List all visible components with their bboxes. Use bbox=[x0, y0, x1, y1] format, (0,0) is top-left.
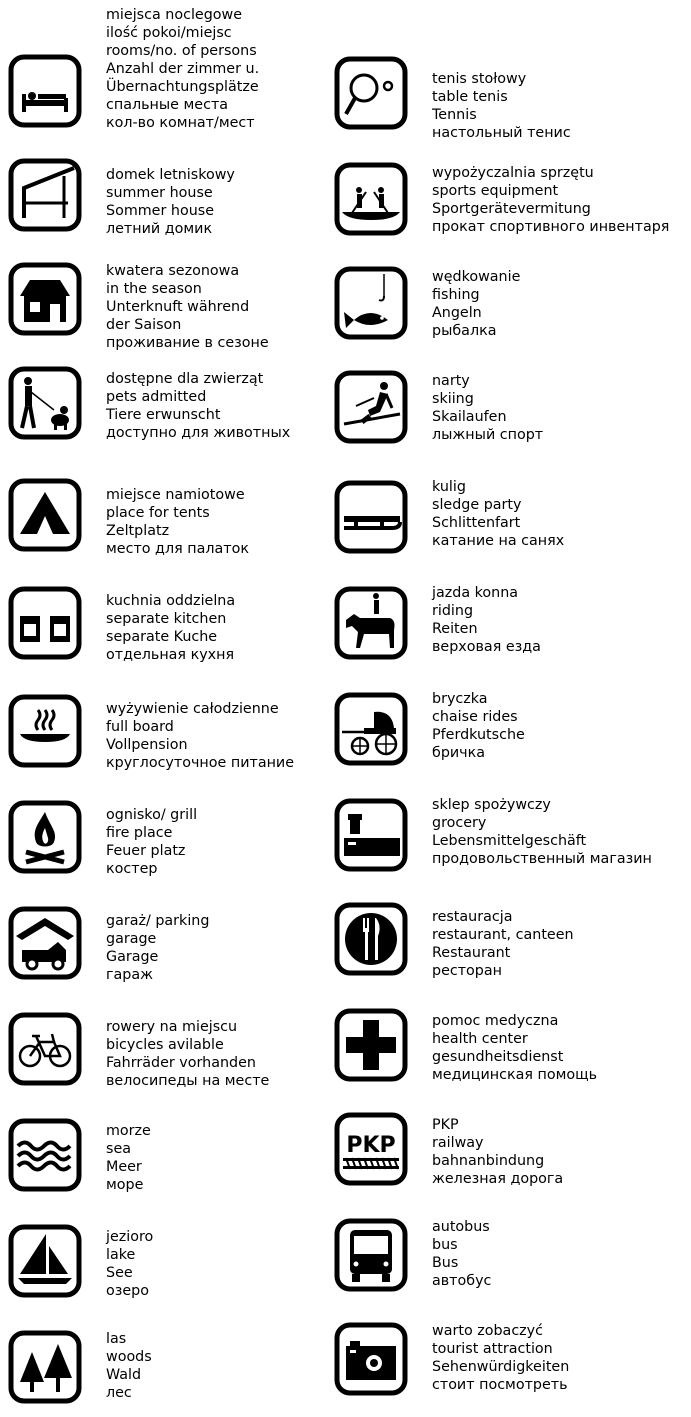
label-line: Unterknuft während bbox=[106, 299, 250, 315]
label-line: место для палаток bbox=[106, 541, 249, 557]
label-line: garaż/ parking bbox=[106, 913, 210, 929]
tent-icon bbox=[8, 478, 82, 552]
house-icon bbox=[8, 262, 82, 336]
label-line: Angeln bbox=[432, 305, 482, 321]
sledge-icon bbox=[334, 480, 408, 554]
grocery-counter-icon bbox=[334, 798, 408, 872]
label-line: бричка bbox=[432, 745, 486, 761]
table-tennis-paddle-icon bbox=[334, 56, 408, 130]
label-line: Wald bbox=[106, 1367, 142, 1383]
label-line: ilość pokoi/miejsc bbox=[106, 25, 232, 41]
label-line: pets admitted bbox=[106, 389, 207, 405]
label-line: health center bbox=[432, 1031, 528, 1047]
label-line: железная дорога bbox=[432, 1171, 564, 1187]
label-line: bicycles avilable bbox=[106, 1037, 224, 1053]
label-line: Lebensmittelgeschäft bbox=[432, 833, 587, 849]
label-line: прокат спортивного инвентаря bbox=[432, 219, 670, 235]
label-line: chaise rides bbox=[432, 709, 518, 725]
label-line: верховая езда bbox=[432, 639, 541, 655]
label-line: place for tents bbox=[106, 505, 210, 521]
label-line: kulig bbox=[432, 479, 466, 495]
label-line: bus bbox=[432, 1237, 458, 1253]
bus-icon bbox=[334, 1218, 408, 1292]
label-line: gesundheitsdienst bbox=[432, 1049, 564, 1065]
label-line: Reiten bbox=[432, 621, 478, 637]
label-line: jazda konna bbox=[432, 585, 519, 601]
label-line: pomoc medyczna bbox=[432, 1013, 559, 1029]
label-line: der Saison bbox=[106, 317, 182, 333]
label-line: morze bbox=[106, 1123, 151, 1139]
label-line: доступно для животных bbox=[106, 425, 291, 441]
trees-icon bbox=[8, 1330, 82, 1404]
fish-icon bbox=[334, 266, 408, 340]
label-line: настольный тенис bbox=[432, 125, 571, 141]
label-line: лес bbox=[106, 1385, 132, 1401]
carriage-icon bbox=[334, 692, 408, 766]
label-line: tourist attraction bbox=[432, 1341, 553, 1357]
label-line: продовольственный магазин bbox=[432, 851, 652, 867]
train-pkp-icon bbox=[334, 1112, 408, 1186]
label-line: лыжный спорт bbox=[432, 427, 544, 443]
label-line: bryczka bbox=[432, 691, 488, 707]
label-line: separate Kuche bbox=[106, 629, 218, 645]
label-line: woods bbox=[106, 1349, 152, 1365]
label-line: narty bbox=[432, 373, 470, 389]
label-line: sklep spożywczy bbox=[432, 797, 551, 813]
label-line: Garage bbox=[106, 949, 159, 965]
label-line: dostępne dla zwierząt bbox=[106, 371, 264, 387]
label-line: озеро bbox=[106, 1283, 149, 1299]
label-line: летний домик bbox=[106, 221, 213, 237]
label-line: table tenis bbox=[432, 89, 508, 105]
label-line: медицинская помощь bbox=[432, 1067, 598, 1083]
label-line: riding bbox=[432, 603, 474, 619]
label-line: wypożyczalnia sprzętu bbox=[432, 165, 594, 181]
label-line: separate kitchen bbox=[106, 611, 227, 627]
label-line: Vollpension bbox=[106, 737, 188, 753]
label-line: отдельная кухня bbox=[106, 647, 235, 663]
garage-icon bbox=[8, 906, 82, 980]
stoves-icon bbox=[8, 586, 82, 660]
label-line: tenis stołowy bbox=[432, 71, 527, 87]
label-line: sledge party bbox=[432, 497, 522, 513]
label-line: restaurant, canteen bbox=[432, 927, 574, 943]
label-line: wędkowanie bbox=[432, 269, 521, 285]
label-line: Sehenwürdigkeiten bbox=[432, 1359, 570, 1375]
bicycle-icon bbox=[8, 1012, 82, 1086]
label-line: ресторан bbox=[432, 963, 502, 979]
summer-house-icon bbox=[8, 158, 82, 232]
label-line: Skailaufen bbox=[432, 409, 507, 425]
label-line: domek letniskowy bbox=[106, 167, 235, 183]
label-line: стоит посмотреть bbox=[432, 1377, 568, 1393]
label-line: Zeltplatz bbox=[106, 523, 170, 539]
label-line: grocery bbox=[432, 815, 487, 831]
label-line: Schlittenfart bbox=[432, 515, 521, 531]
label-line: railway bbox=[432, 1135, 484, 1151]
fork-knife-icon bbox=[334, 902, 408, 976]
label-line: катание на санях bbox=[432, 533, 565, 549]
skier-icon bbox=[334, 370, 408, 444]
label-line: Sommer house bbox=[106, 203, 215, 219]
label-line: wyżywienie całodzienne bbox=[106, 701, 279, 717]
medical-cross-icon bbox=[334, 1008, 408, 1082]
label-line: sea bbox=[106, 1141, 132, 1157]
label-line: рыбалка bbox=[432, 323, 497, 339]
label-line: Tiere erwunscht bbox=[106, 407, 221, 423]
label-line: warto zobaczyć bbox=[432, 1323, 544, 1339]
hot-dish-icon bbox=[8, 694, 82, 768]
label-line: las bbox=[106, 1331, 127, 1347]
label-line: кол-во комнат/мест bbox=[106, 115, 255, 131]
label-line: lake bbox=[106, 1247, 136, 1263]
label-line: skiing bbox=[432, 391, 474, 407]
label-line: rowery na miejscu bbox=[106, 1019, 238, 1035]
label-line: bahnanbindung bbox=[432, 1153, 545, 1169]
label-line: sports equipment bbox=[432, 183, 559, 199]
label-line: autobus bbox=[432, 1219, 490, 1235]
label-line: море bbox=[106, 1177, 144, 1193]
dog-walker-icon bbox=[8, 366, 82, 440]
label-line: Restaurant bbox=[432, 945, 511, 961]
label-line: гараж bbox=[106, 967, 153, 983]
label-line: проживание в сезоне bbox=[106, 335, 269, 351]
label-line: fire place bbox=[106, 825, 173, 841]
label-line: велосипеды на месте bbox=[106, 1073, 270, 1089]
campfire-icon bbox=[8, 800, 82, 874]
label-line: fishing bbox=[432, 287, 480, 303]
label-line: See bbox=[106, 1265, 133, 1281]
label-line: Übernachtungsplätze bbox=[106, 79, 259, 95]
horse-rider-icon bbox=[334, 586, 408, 660]
waves-icon bbox=[8, 1118, 82, 1192]
label-line: круглосуточное питание bbox=[106, 755, 295, 771]
camera-icon bbox=[334, 1322, 408, 1396]
label-line: miejsca noclegowe bbox=[106, 7, 243, 23]
label-line: ognisko/ grill bbox=[106, 807, 198, 823]
label-line: summer house bbox=[106, 185, 213, 201]
label-line: miejsce namiotowe bbox=[106, 487, 245, 503]
label-line: in the season bbox=[106, 281, 202, 297]
pkp-badge-text: PKP bbox=[346, 1133, 396, 1158]
label-line: Fahrräder vorhanden bbox=[106, 1055, 256, 1071]
label-line: Bus bbox=[432, 1255, 459, 1271]
label-line: full board bbox=[106, 719, 174, 735]
label-line: Anzahl der zimmer u. bbox=[106, 61, 260, 77]
label-line: Sportgerätevermitung bbox=[432, 201, 591, 217]
sailboat-icon bbox=[8, 1224, 82, 1298]
label-line: костер bbox=[106, 861, 158, 877]
label-line: restauracja bbox=[432, 909, 513, 925]
canoe-icon bbox=[334, 162, 408, 236]
label-line: Pferdkutsche bbox=[432, 727, 525, 743]
label-line: автобус bbox=[432, 1273, 492, 1289]
label-line: PKP bbox=[432, 1117, 459, 1133]
label-line: Meer bbox=[106, 1159, 142, 1175]
label-line: kuchnia oddzielna bbox=[106, 593, 236, 609]
label-line: спальные места bbox=[106, 97, 229, 113]
bed-icon bbox=[8, 54, 82, 128]
label-line: Feuer platz bbox=[106, 843, 186, 859]
label-line: Tennis bbox=[432, 107, 477, 123]
label-line: kwatera sezonowa bbox=[106, 263, 240, 279]
label-line: garage bbox=[106, 931, 157, 947]
label-line: rooms/no. of persons bbox=[106, 43, 257, 59]
label-line: jezioro bbox=[106, 1229, 154, 1245]
